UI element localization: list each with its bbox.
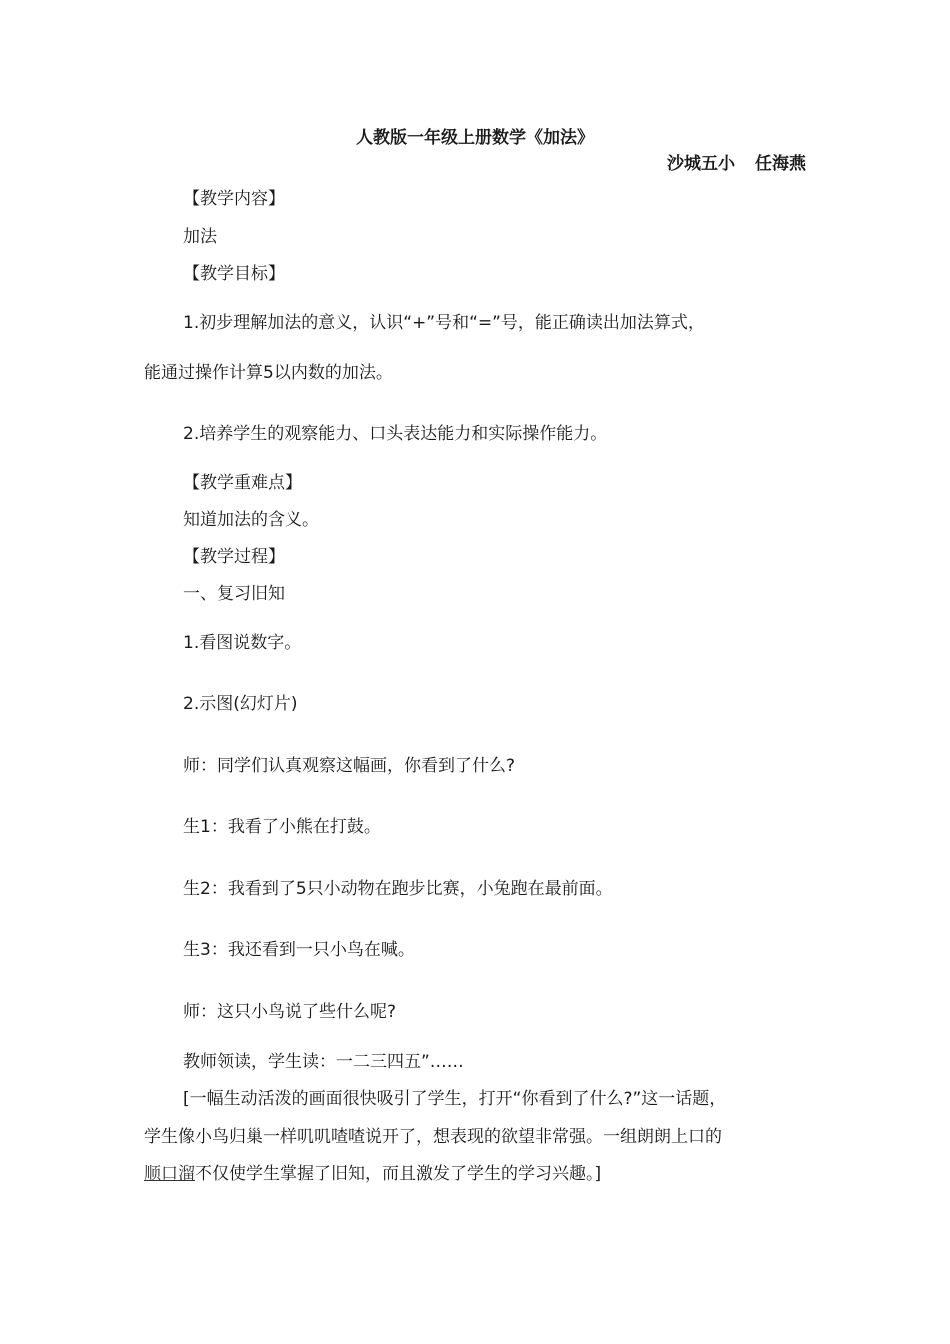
heading-teaching-process: 【教学过程】 <box>183 547 285 567</box>
read-along: 教师领读，学生读：一二三四五”…… <box>183 1052 464 1072</box>
student-answer-2: 生2：我看到了5只小动物在跑步比赛，小兔跑在最前面。 <box>183 879 613 899</box>
author-school: 沙城五小 <box>667 154 735 174</box>
goal-1-line-1: 1.初步理解加法的意义，认识“+”号和“=”号，能正确读出加法算式， <box>183 313 705 333</box>
teacher-question-2: 师：这只小鸟说了些什么呢? <box>183 1002 397 1022</box>
note-line-1: [一幅生动活泼的画面很快吸引了学生，打开“你看到了什么?”这一话题， <box>183 1089 727 1109</box>
heading-key-points: 【教学重难点】 <box>183 473 302 493</box>
goal-2: 2.培养学生的观察能力、口头表达能力和实际操作能力。 <box>183 424 608 444</box>
heading-teaching-goals: 【教学目标】 <box>183 264 285 284</box>
author-name: 任海燕 <box>755 154 806 174</box>
step-1: 1.看图说数字。 <box>183 633 302 653</box>
goal-1-line-2: 能通过操作计算5以内数的加法。 <box>144 363 393 383</box>
rhyme-link[interactable]: 顺口溜 <box>144 1164 195 1184</box>
teaching-content-text: 加法 <box>183 227 217 247</box>
note-line-3-rest: 不仅使学生掌握了旧知，而且激发了学生的学习兴趣。] <box>195 1164 602 1184</box>
student-answer-1: 生1：我看了小熊在打鼓。 <box>183 817 381 837</box>
student-answer-3: 生3：我还看到一只小鸟在喊。 <box>183 940 415 960</box>
document-title: 人教版一年级上册数学《加法》 <box>356 128 594 148</box>
teacher-question-1: 师：同学们认真观察这幅画，你看到了什么? <box>183 756 516 776</box>
step-2: 2.示图(幻灯片) <box>183 694 298 714</box>
note-line-2: 学生像小鸟归巢一样叽叽喳喳说开了，想表现的欲望非常强。一组朗朗上口的 <box>144 1127 722 1147</box>
author-line <box>667 152 806 176</box>
heading-teaching-content: 【教学内容】 <box>183 189 285 209</box>
key-points-text: 知道加法的含义。 <box>183 510 319 530</box>
note-line-3 <box>144 1162 601 1186</box>
section-review: 一、复习旧知 <box>183 584 285 604</box>
